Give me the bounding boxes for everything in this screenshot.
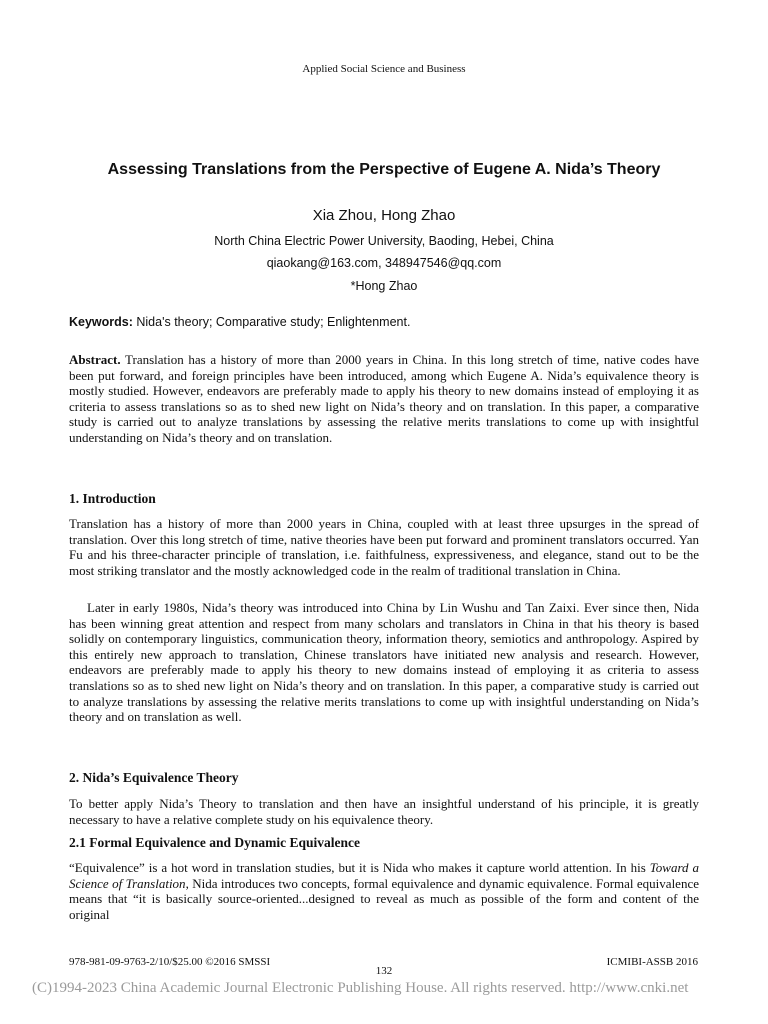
section-1-paragraph-2: Later in early 1980s, Nida’s theory was introduced into China by Lin Wushu and Tan Zaixi. Ever since then, Nida has been winning great attention and respect from many scholars and translators in China in that his theory is based solidly on contemporary linguistics, communication theory, information theory, semiotics and anthropology. Aspired by this entirely new approach to translation, Chinese translators have initiated new analysis and research. However, endeavors are preferably made to apply his theory to new domains instead of employing it as criteria to assess translations so as to shed new light on Nida’s theory and on translation. In this paper, a comparative study is carried out to analyze translations by assessing the relative merits translations to come up with insightful understanding on Nida’s theory and on translation as well.	[69, 600, 699, 725]
section-2-heading: 2. Nida’s Equivalence Theory	[69, 770, 239, 785]
emails: qiaokang@163.com, 348947546@qq.com	[266, 256, 502, 270]
page-number: 132	[375, 965, 393, 977]
journal-name: Applied Social Science and Business	[302, 63, 466, 75]
authors: Xia Zhou, Hong Zhao	[312, 207, 456, 224]
keywords-text: Nida's theory; Comparative study; Enlightenment.	[132, 315, 411, 329]
section-2-paragraph-2	[69, 860, 699, 922]
affiliation: North China Electric Power University, Baoding, Hebei, China	[214, 234, 554, 248]
paper-title: Assessing Translations from the Perspective of Eugene A. Nida’s Theory	[107, 161, 661, 178]
abstract-text: Translation has a history of more than 2000 years in China. In this long stretch of time, native codes have been put forward, and foreign principles have been introduced, among which Eugene A. Nida’s equivalence theory is mostly studied. However, endeavors are preferably made to apply his theory to new domains instead of employing it as criteria to assess translations so as to shed new light on Nida’s theory and on translation. In this paper, a comparative study is carried out to analyze translations by assessing the relative merits translations to come up with insightful understanding on Nida’s theory and on translation.	[69, 352, 699, 445]
footer-isbn: 978-981-09-9763-2/10/$25.00 ©2016 SMSSI	[69, 956, 271, 968]
abstract	[69, 352, 699, 446]
p2-text-after: , Nida introduces two concepts, formal equivalence and dynamic equivalence. Formal equivalence means that “it is basically source-oriented...designed to reveal as much as possible of the form and content of the original	[69, 875, 699, 922]
keywords	[69, 315, 699, 329]
abstract-label: Abstract.	[69, 352, 121, 367]
subsection-2-1-heading: 2.1 Formal Equivalence and Dynamic Equivalence	[69, 835, 361, 850]
section-1-heading: 1. Introduction	[69, 491, 156, 506]
p2-text-before: “Equivalence” is a hot word in translation studies, but it is Nida who makes it capture world attention. In his	[69, 860, 650, 875]
keywords-label: Keywords:	[69, 315, 133, 329]
section-2-paragraph-1: To better apply Nida’s Theory to translation and then have an insightful understand of his principle, it is greatly necessary to have a relative complete study on his equivalence theory.	[69, 796, 699, 827]
book-title: Toward a Science of Translation	[69, 860, 699, 891]
section-1-paragraph-1: Translation has a history of more than 2000 years in China, coupled with at least three upsurges in the spread of translation. Over this long stretch of time, native theories have been put forward and prominent translators occurred. Yan Fu and his three-character principle of translation, i.e. faithfulness, expressiveness, and elegance, stand out to be the most striking translator and the mostly acknowledged code in the realm of traditional translation in China.	[69, 516, 699, 578]
corresponding-author: *Hong Zhao	[350, 279, 418, 293]
copyright-watermark: (C)1994-2023 China Academic Journal Electronic Publishing House. All rights reserved. http://www.cnki.net	[32, 980, 689, 996]
footer-conference: ICMIBI-ASSB 2016	[606, 956, 698, 968]
